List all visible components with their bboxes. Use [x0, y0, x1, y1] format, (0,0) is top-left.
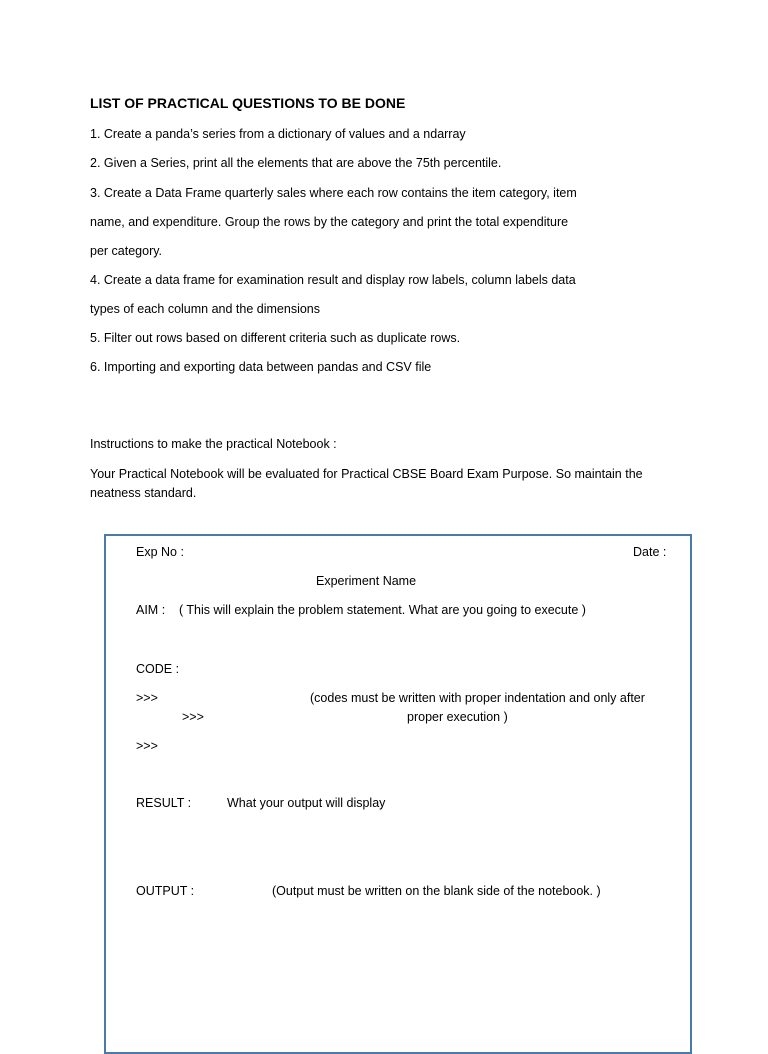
question-line: 2. Given a Series, print all the elements that are above the 75th percentile.: [90, 156, 502, 170]
question-line: name, and expenditure. Group the rows by the category and print the total expenditure: [90, 215, 569, 229]
question-line: 4. Create a data frame for examination result and display row labels, column labels data: [90, 273, 576, 287]
output-label: OUTPUT :: [136, 884, 195, 898]
code-prompt: >>>: [182, 710, 204, 724]
experiment-template-box: [104, 534, 692, 1054]
result-text: What your output will display: [227, 796, 386, 810]
aim-label: AIM :: [136, 603, 166, 617]
exp-no-label: Exp No :: [136, 545, 184, 559]
date-label: Date :: [633, 545, 667, 559]
question-line: 1. Create a panda’s series from a dictionary of values and a ndarray: [90, 127, 466, 141]
question-line: types of each column and the dimensions: [90, 302, 320, 316]
question-line: 3. Create a Data Frame quarterly sales where each row contains the item category, item: [90, 186, 577, 200]
code-prompt: >>>: [136, 691, 158, 705]
code-label: CODE :: [136, 662, 180, 676]
page-title: LIST OF PRACTICAL QUESTIONS TO BE DONE: [90, 95, 406, 111]
question-line: per category.: [90, 244, 163, 258]
output-text: (Output must be written on the blank side of the notebook. ): [272, 884, 601, 898]
experiment-name-label: Experiment Name: [316, 574, 417, 588]
aim-text: ( This will explain the problem statement. What are you going to execute ): [179, 603, 586, 617]
code-prompt: >>>: [136, 739, 158, 753]
code-note: proper execution ): [407, 710, 508, 724]
instructions-text: Your Practical Notebook will be evaluated for Practical CBSE Board Exam Purpose. So maintain the neatness standard.: [90, 467, 643, 500]
question-line: 5. Filter out rows based on different criteria such as duplicate rows.: [90, 331, 461, 345]
instructions-title: Instructions to make the practical Notebook :: [90, 437, 337, 451]
question-line: 6. Importing and exporting data between pandas and CSV file: [90, 360, 432, 374]
code-note: (codes must be written with proper indentation and only after: [310, 691, 645, 705]
result-label: RESULT :: [136, 796, 192, 810]
